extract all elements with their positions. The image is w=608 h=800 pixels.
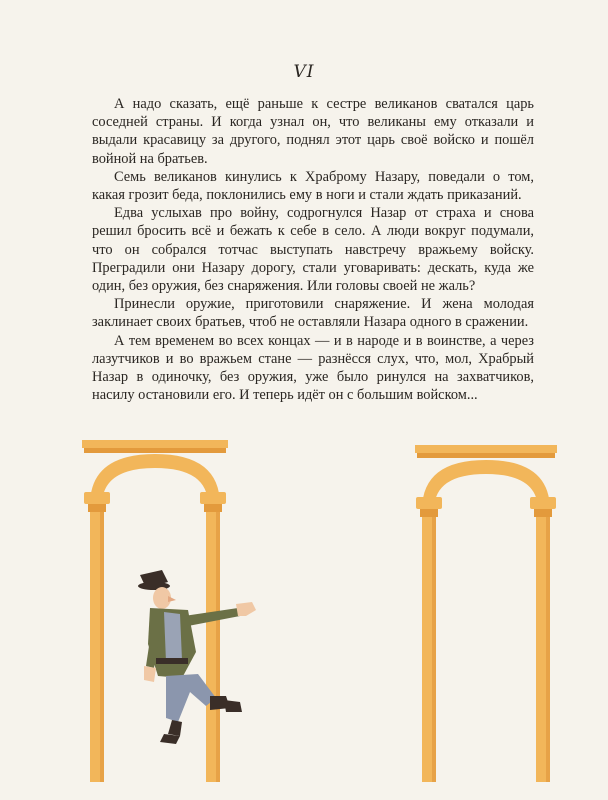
illustration	[70, 430, 590, 790]
paragraph-5: А тем временем во всех концах — и в народе и в воинстве, а через лазутчиков и во вражьем стане — разнёсся слух, что, мол, Храбрый Назар в одиночку, без оружия, уже было ринулся на захватчиков, насилу остановили его. И теперь идёт он с большим войском...	[92, 332, 534, 404]
paragraph-4: Принесли оружие, приготовили снаряжение. И жена молодая заклинает своих братьев, чтоб не оставляли Назара одного в сражении.	[92, 296, 534, 331]
paragraph-2: Семь великанов кинулись к Храброму Назару, поведали о том, какая грозит беда, поклонились ему в ноги и стали ждать приказаний.	[92, 168, 534, 204]
falling-man-figure	[138, 570, 256, 744]
paragraph-3: Едва услыхав про войну, содрогнулся Назар от страха и снова решил бросить всё и бежать к себе в село. А люди вокруг подумали, что он собрался тотчас выступать навстречу вражьему войску. Преградили они Назару дорогу, стали уговаривать: дескать, куда же один, без оружия, без снаряжения. Или головы своей не жаль?	[92, 205, 534, 295]
paragraph-1: А надо сказать, ещё раньше к сестре великанов сватался царь соседней страны. И когда узнал он, что великаны ему отказали и выдали красавицу за другого, поднял этот царь своё войско и пошёл войной на братьев.	[92, 96, 534, 167]
right-arch	[415, 445, 557, 782]
story-text	[92, 95, 534, 404]
chapter-number: VI	[293, 62, 315, 82]
